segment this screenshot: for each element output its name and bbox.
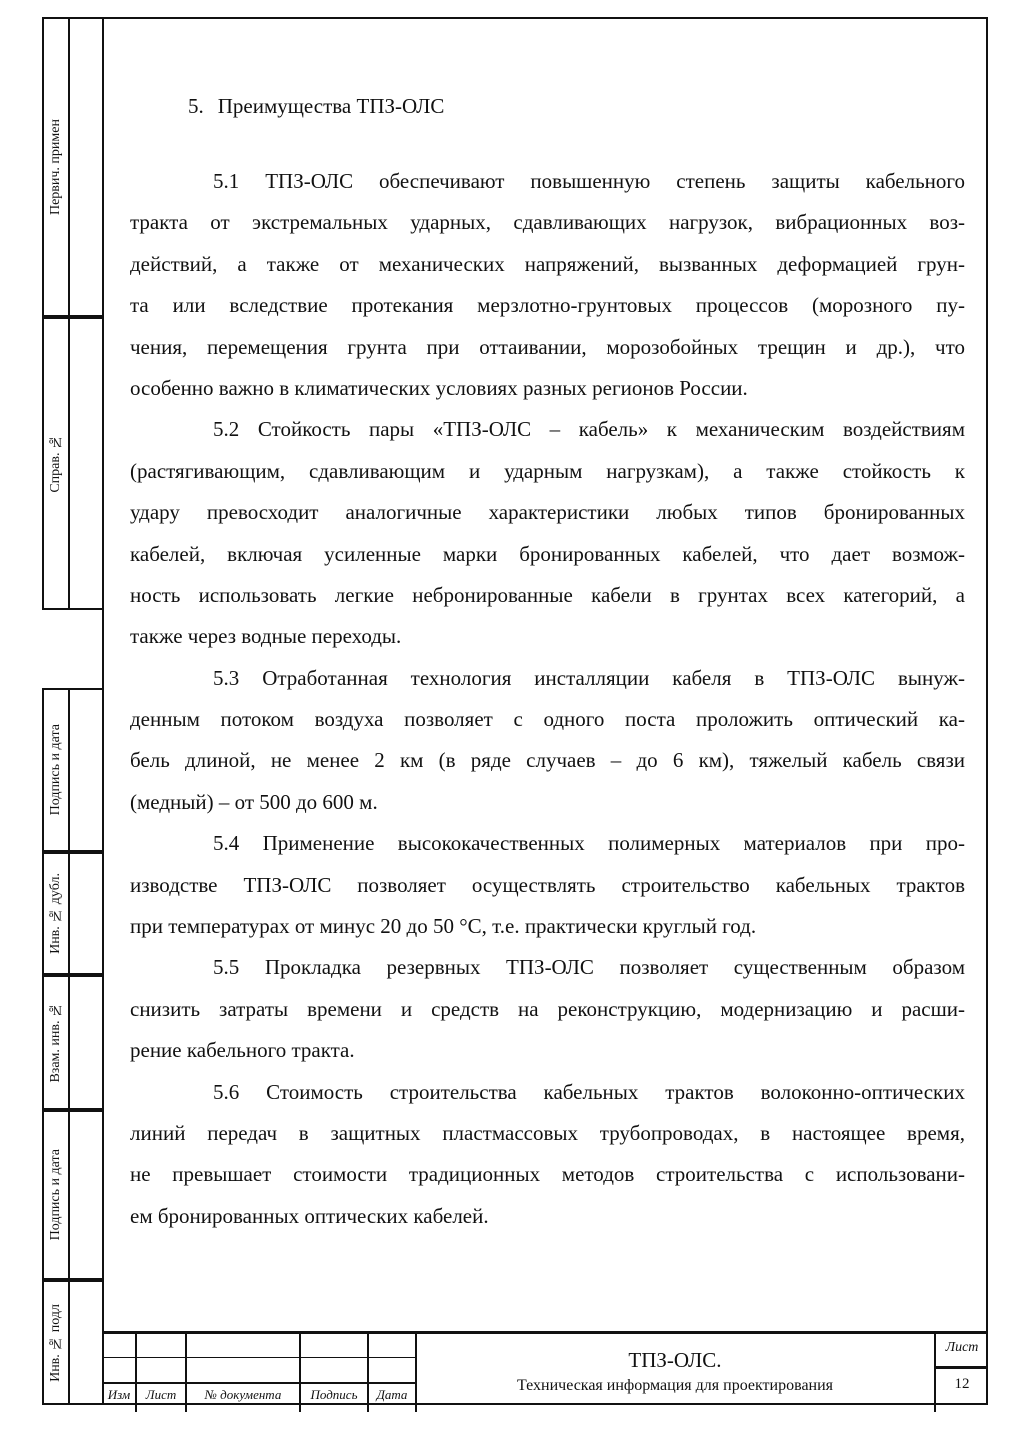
sheet-label: Лист	[945, 1340, 979, 1355]
text-line: особенно важно в климатических условиях разных регионов России.	[130, 375, 748, 400]
side-field-label: Инв. № дубл.	[48, 873, 63, 954]
side-field	[42, 317, 102, 610]
paragraph	[130, 658, 965, 824]
text-line: чения, перемещения грунта при оттаивании, морозобойных трещин и др.), что	[130, 334, 965, 359]
side-field-label: Первич. примен	[48, 118, 63, 216]
text-line: при температурах от минус 20 до 50 °С, т.е. практически круглый год.	[130, 914, 757, 939]
paragraph	[130, 823, 965, 947]
text-line: 5.5 Прокладка резервных ТПЗ-ОЛС позволяет существенным образом	[213, 955, 965, 980]
sheet-number: 12	[954, 1376, 970, 1392]
side-field	[42, 688, 102, 852]
paragraph	[130, 409, 965, 657]
text-line: тракта от экстремальных ударных, сдавливающих нагрузок, вибрационных воз-	[130, 210, 965, 235]
side-field	[42, 975, 102, 1110]
text-line: также через водные переходы.	[130, 624, 402, 649]
text-line: денным потоком воздуха позволяет с одного поста проложить оптический ка-	[130, 707, 965, 732]
text-line: ем бронированных оптических кабелей.	[130, 1203, 489, 1228]
stamp-divider	[935, 1366, 988, 1369]
side-field-label: Справ. №	[48, 434, 63, 493]
text-line: кабелей, включая усиленные марки бронированных кабелей, что дает возмож-	[130, 541, 965, 566]
stamp-top-border	[102, 1331, 988, 1334]
stamp-subtitle: Техническая информация для проектирования	[516, 1377, 834, 1394]
paragraph	[130, 161, 965, 409]
side-field	[42, 1110, 102, 1280]
side-field-blank	[68, 854, 70, 973]
side-field	[42, 852, 102, 975]
side-field-blank	[68, 977, 70, 1108]
stamp-col-sign: Подпись	[310, 1387, 358, 1402]
stamp-col-izm: Изм	[107, 1387, 131, 1402]
text-line: 5.1 ТПЗ-ОЛС обеспечивают повышенную степень защиты кабельного	[213, 169, 965, 193]
stamp-col-doc: № документа	[204, 1387, 282, 1402]
stamp-title: ТПЗ-ОЛС.	[628, 1348, 722, 1372]
side-field	[42, 17, 102, 317]
text-line: изводстве ТПЗ-ОЛС позволяет осуществлять строительство кабельных трактов	[130, 872, 965, 897]
section-title: 5. Преимущества ТПЗ-ОЛС	[188, 94, 445, 118]
side-field-blank	[68, 319, 70, 608]
text-line: удару превосходит аналогичные характеристики любых типов бронированных	[130, 500, 965, 525]
text-line: 5.4 Применение высококачественных полимерных материалов при про-	[213, 831, 965, 856]
text-line: 5.6 Стоимость строительства кабельных трактов волоконно-оптических	[213, 1079, 965, 1104]
text-line: ность использовать легкие небронированные кабели в грунтах всех категорий, а	[130, 582, 965, 607]
text-line: бель длиной, не менее 2 км (в ряде случаев – до 6 км), тяжелый кабель связи	[130, 748, 965, 773]
text-line: 5.3 Отработанная технология инсталляции кабеля в ТПЗ-ОЛС вынуж-	[213, 665, 965, 690]
stamp-col-date: Дата	[376, 1387, 408, 1402]
side-field-label: Подпись и дата	[48, 1149, 63, 1241]
text-line: (растягивающим, сдавливающим и ударным нагрузкам), а также стойкость к	[130, 458, 965, 483]
paragraph	[130, 947, 965, 1071]
text-line: действий, а также от механических напряжений, вызванных деформацией грун-	[130, 251, 965, 276]
side-field-blank	[68, 1112, 70, 1278]
side-field-blank	[68, 19, 70, 315]
document-body	[130, 161, 965, 1237]
side-field-label: Инв. № подл	[48, 1303, 63, 1382]
side-field-label: Взам. инв. №	[48, 1002, 63, 1083]
text-line: не превышает стоимости традиционных методов строительства с использовани-	[130, 1162, 965, 1187]
side-field-blank	[68, 690, 70, 850]
text-line: снизить затраты времени и средств на реконструкцию, модернизацию и расши-	[130, 996, 965, 1021]
text-line: 5.2 Стойкость пары «ТПЗ-ОЛС – кабель» к механическим воздействиям	[213, 417, 965, 442]
paragraph	[130, 1072, 965, 1238]
text-line: (медный) – от 500 до 600 м.	[130, 789, 378, 814]
side-field-label: Подпись и дата	[48, 724, 63, 816]
side-field	[42, 1280, 102, 1405]
text-line: линий передач в защитных пластмассовых трубопроводах, в настоящее время,	[130, 1120, 965, 1145]
text-line: та или вследствие протекания мерзлотно-грунтовых процессов (морозного пу-	[130, 293, 965, 318]
side-field-blank	[68, 1282, 70, 1403]
stamp-col-list: Лист	[145, 1387, 177, 1402]
text-line: рение кабельного тракта.	[130, 1038, 355, 1063]
